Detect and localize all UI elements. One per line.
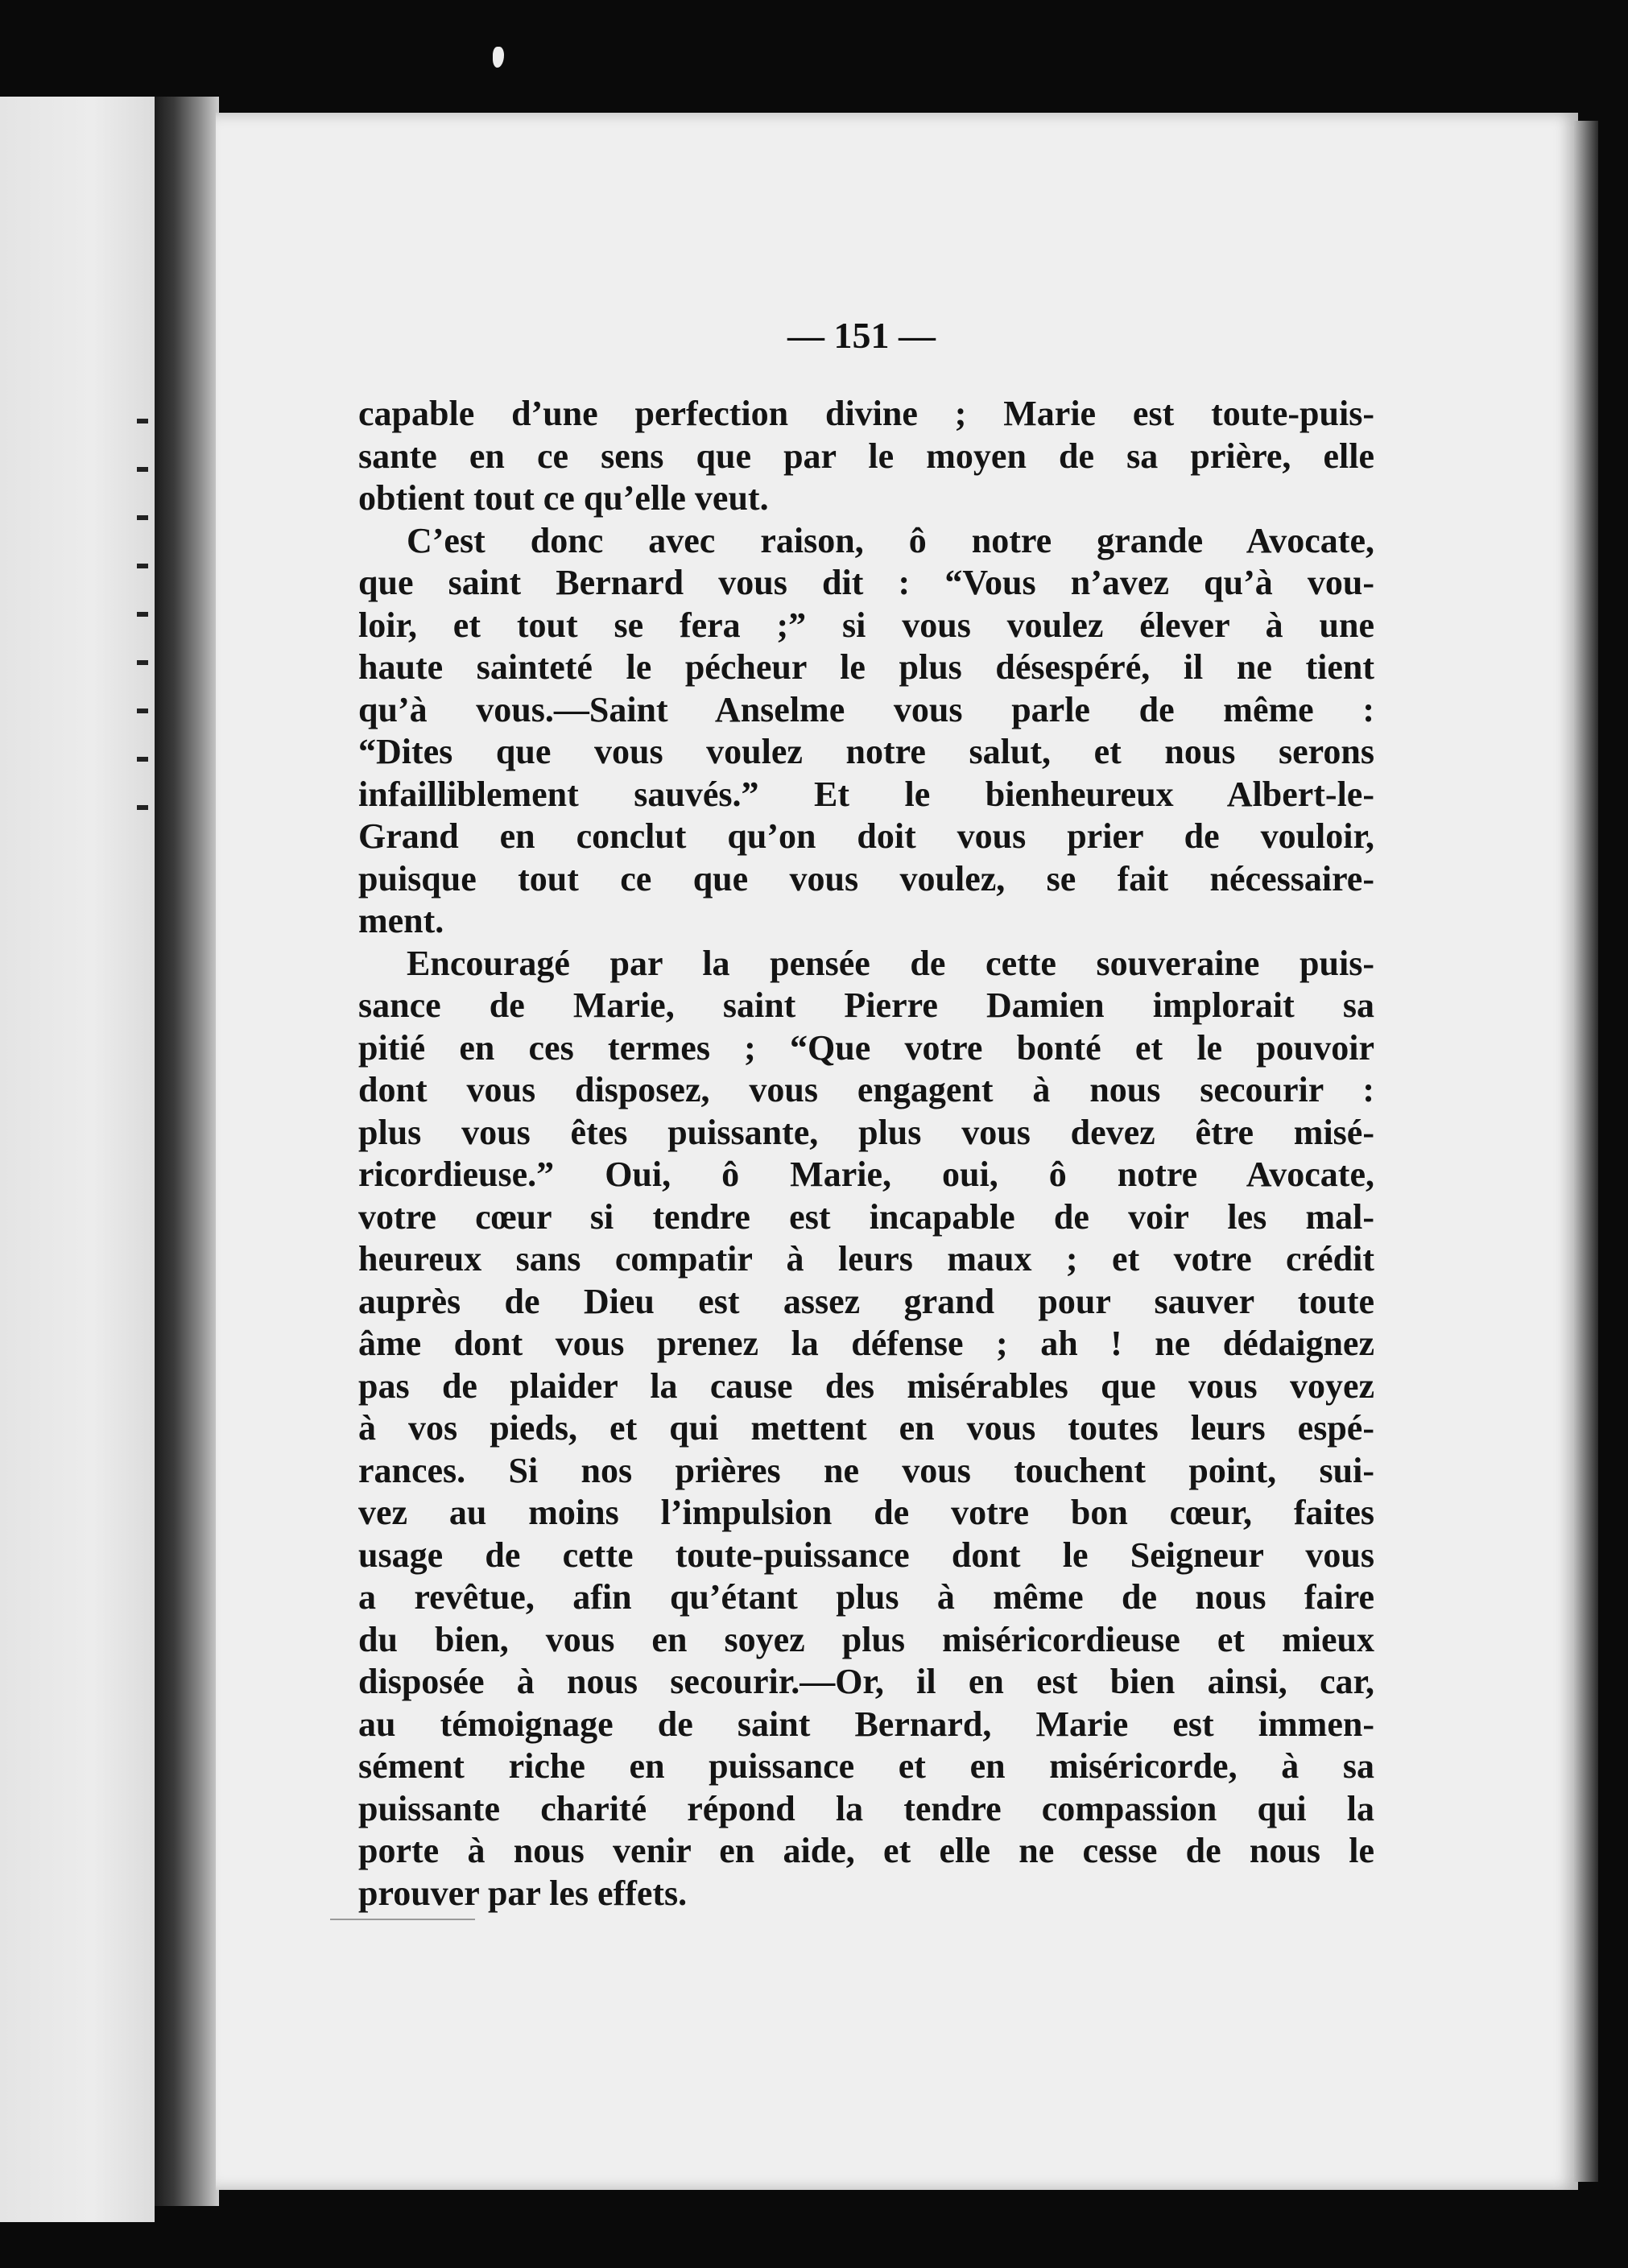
scan-speck <box>493 47 504 68</box>
binding-gutter <box>155 97 219 2206</box>
text-line: ment. <box>358 901 444 940</box>
left-page-text-fragment <box>137 419 148 423</box>
adjacent-left-page <box>0 97 155 2222</box>
text-line: “Dites que vous voulez notre salut, et nous serons <box>358 732 1374 771</box>
text-line: ricordieuse.” Oui, ô Marie, oui, ô notre Avocate, <box>358 1155 1374 1194</box>
text-line: âme dont vous prenez la défense ; ah ! ne dédaignez <box>358 1324 1374 1363</box>
text-line: sément riche en puissance et en miséricorde, à sa <box>358 1746 1374 1786</box>
text-line: capable d’une perfection divine ; Marie est toute-puis- <box>358 394 1374 433</box>
text-line: disposée à nous secourir.—Or, il en est bien ainsi, car, <box>358 1662 1374 1701</box>
text-line: du bien, vous en soyez plus miséricordieuse et mieux <box>358 1619 1374 1659</box>
text-line: infailliblement sauvés.” Et le bienheureux Albert-le- <box>358 774 1374 814</box>
left-page-text-fragment <box>137 564 148 568</box>
text-line: que saint Bernard vous dit : “Vous n’avez qu’à vou- <box>358 563 1374 602</box>
left-page-text-fragment <box>137 708 148 713</box>
text-line: pitié en ces termes ; “Que votre bonté et le pouvoir <box>358 1027 1374 1068</box>
text-line: usage de cette toute-puissance dont le Seigneur vous <box>358 1535 1374 1575</box>
left-page-text-fragment <box>137 660 148 665</box>
text-line: porte à nous venir en aide, et elle ne cesse de nous le <box>358 1831 1374 1870</box>
paragraph-1 <box>358 393 1374 520</box>
paragraph-2 <box>358 520 1374 943</box>
text-line: haute sainteté le pécheur le plus désespéré, il ne tient <box>358 647 1374 687</box>
left-page-text-fragment <box>137 515 148 520</box>
text-line: plus vous êtes puissante, plus vous devez être misé- <box>358 1112 1374 1152</box>
left-page-text-fragment <box>137 612 148 617</box>
page-body-text <box>358 393 1374 1915</box>
text-line: à vos pieds, et qui mettent en vous toutes leurs espé- <box>358 1408 1374 1448</box>
text-line: C’est donc avec raison, ô notre grande Avocate, <box>407 520 1374 560</box>
text-line: prouver par les effets. <box>358 1873 688 1913</box>
text-line: pas de plaider la cause des misérables que vous voyez <box>358 1365 1374 1406</box>
text-line: loir, et tout se fera ;” si vous voulez élever à une <box>358 605 1374 645</box>
text-line: sance de Marie, saint Pierre Damien implorait sa <box>358 985 1374 1025</box>
left-page-text-fragment <box>137 805 148 810</box>
scan-rule-mark <box>330 1919 475 1920</box>
text-line: Grand en conclut qu’on doit vous prier de vouloir, <box>358 816 1374 856</box>
text-line: a revêtue, afin qu’étant plus à même de nous faire <box>358 1577 1374 1617</box>
text-line: heureux sans compatir à leurs maux ; et votre crédit <box>358 1239 1374 1279</box>
text-line: auprès de Dieu est assez grand pour sauver toute <box>358 1281 1374 1321</box>
text-line: rances. Si nos prières ne vous touchent point, sui- <box>358 1450 1374 1490</box>
text-line: obtient tout ce qu’elle veut. <box>358 478 769 518</box>
left-page-text-fragment <box>137 757 148 762</box>
paragraph-3 <box>358 943 1374 1915</box>
text-line: dont vous disposez, vous engagent à nous secourir : <box>358 1070 1374 1109</box>
page-edge-shadow <box>1574 121 1598 2182</box>
text-line: au témoignage de saint Bernard, Marie est immen- <box>358 1704 1374 1744</box>
text-line: Encouragé par la pensée de cette souveraine puis- <box>407 943 1374 983</box>
text-line: puissante charité répond la tendre compassion qui la <box>358 1788 1374 1828</box>
left-page-text-fragment <box>137 467 148 472</box>
text-line: puisque tout ce que vous voulez, se fait nécessaire- <box>358 858 1374 899</box>
page-number: — 151 — <box>787 315 936 356</box>
text-line: vez au moins l’impulsion de votre bon cœur, faites <box>358 1493 1374 1532</box>
text-line: sante en ce sens que par le moyen de sa prière, elle <box>358 436 1374 476</box>
text-line: qu’à vous.—Saint Anselme vous parle de même : <box>358 689 1374 729</box>
text-line: votre cœur si tendre est incapable de voir les mal- <box>358 1196 1374 1237</box>
